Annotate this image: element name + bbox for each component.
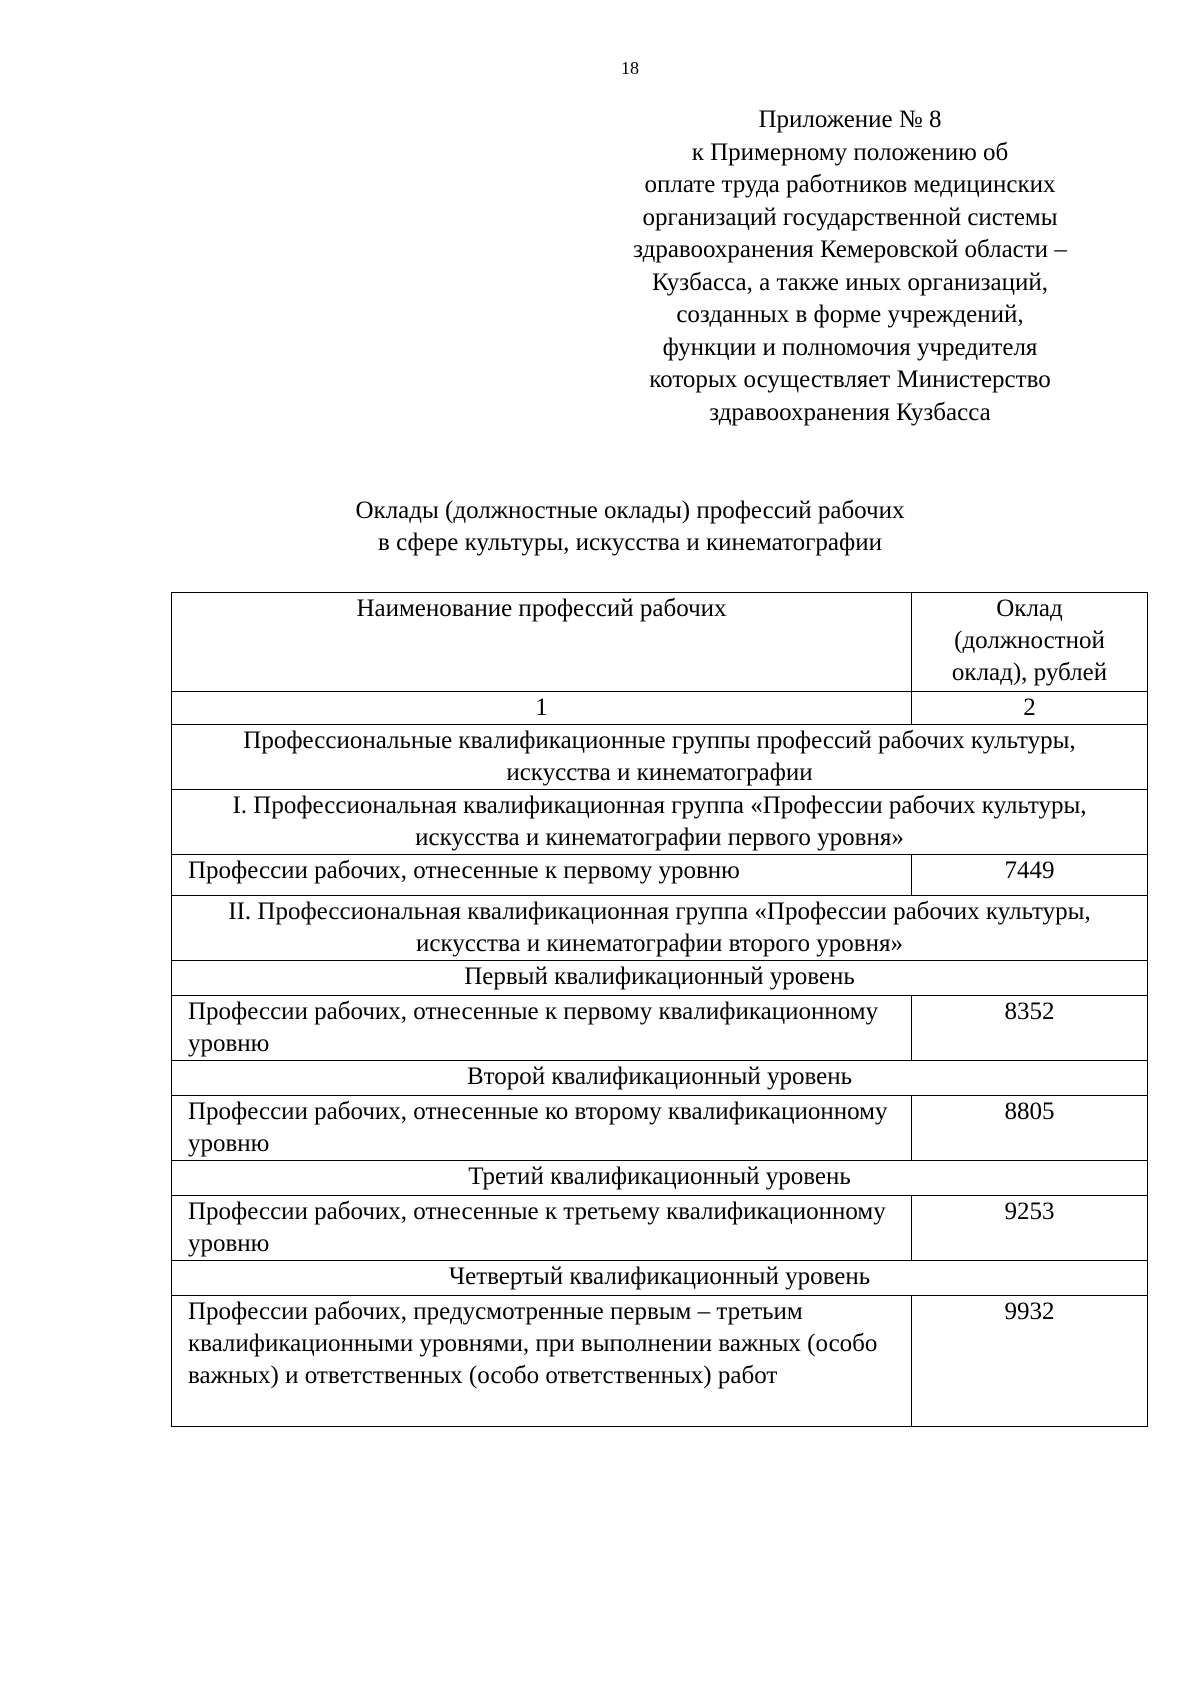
document-title bbox=[160, 495, 1100, 559]
main-group-row bbox=[172, 725, 1148, 790]
profession-name: Профессии рабочих, отнесенные ко второму квалификационному уровню bbox=[172, 1096, 912, 1161]
title-line-1: Оклады (должностные оклады) профессий рабочих bbox=[355, 497, 905, 524]
table-row bbox=[172, 1196, 1148, 1261]
appendix-line: Кузбасса, а также иных организаций, bbox=[652, 268, 1048, 296]
table-row bbox=[172, 996, 1148, 1061]
group-2-row bbox=[172, 896, 1148, 961]
level-title: Третий квалификационный уровень bbox=[172, 1161, 1148, 1196]
profession-name: Профессии рабочих, отнесенные к первому квалификационному уровню bbox=[172, 996, 912, 1061]
salary-value: 9253 bbox=[912, 1196, 1148, 1261]
level-row bbox=[172, 1261, 1148, 1296]
level-row bbox=[172, 961, 1148, 996]
header-name-cell: Наименование профессий рабочих bbox=[172, 593, 912, 692]
appendix-line: оплате труда работников медицинских bbox=[644, 171, 1056, 198]
group-1-row bbox=[172, 790, 1148, 855]
salary-table bbox=[171, 592, 1148, 1427]
main-group-cell: Профессиональные квалификационные группы профессий рабочих культуры, искусства и кинематографии bbox=[172, 725, 1148, 790]
profession-name: Профессии рабочих, отнесенные к первому уровню bbox=[172, 855, 912, 896]
appendix-line: организаций государственной системы bbox=[642, 203, 1058, 231]
level-row bbox=[172, 1061, 1148, 1096]
table-header-row bbox=[172, 593, 1148, 692]
appendix-line: здравоохранения Кемеровской области – bbox=[633, 236, 1067, 263]
appendix-header bbox=[600, 104, 1100, 429]
level-title: Первый квалификационный уровень bbox=[172, 961, 1148, 996]
level-title: Второй квалификационный уровень bbox=[172, 1061, 1148, 1096]
level-title: Четвертый квалификационный уровень bbox=[172, 1261, 1148, 1296]
salary-value: 8805 bbox=[912, 1096, 1148, 1161]
column-number-row bbox=[172, 692, 1148, 725]
table-row bbox=[172, 1096, 1148, 1161]
appendix-line: функции и полномочия учредителя bbox=[662, 333, 1038, 361]
group-1-title: I. Профессиональная квалификационная группа «Профессии рабочих культуры, искусства и кинематографии первого уровня» bbox=[172, 790, 1148, 855]
column-number-2: 2 bbox=[912, 692, 1148, 725]
appendix-line: созданных в форме учреждений, bbox=[676, 301, 1024, 328]
page-number: 18 bbox=[621, 58, 639, 78]
salary-value: 7449 bbox=[912, 855, 1148, 896]
salary-value: 8352 bbox=[912, 996, 1148, 1061]
appendix-line: здравоохранения Кузбасса bbox=[709, 398, 991, 426]
title-line-2: в сфере культуры, искусства и кинематографии bbox=[378, 529, 882, 556]
table-row bbox=[172, 1296, 1148, 1427]
column-number-1: 1 bbox=[172, 692, 912, 725]
appendix-line: которых осуществляет Министерство bbox=[649, 366, 1051, 393]
profession-name: Профессии рабочих, отнесенные к третьему квалификационному уровню bbox=[172, 1196, 912, 1261]
profession-name: Профессии рабочих, предусмотренные первым – третьим квалификационными уровнями, при выполнении важных (особо важных) и ответственных (особо ответственных) работ bbox=[172, 1296, 912, 1427]
salary-value: 9932 bbox=[912, 1296, 1148, 1427]
appendix-line: к Примерному положению об bbox=[691, 138, 1009, 166]
table-row bbox=[172, 855, 1148, 896]
level-row bbox=[172, 1161, 1148, 1196]
group-2-title: II. Профессиональная квалификационная группа «Профессии рабочих культуры, искусства и кинематографии второго уровня» bbox=[172, 896, 1148, 961]
header-salary-cell: Оклад (должностной оклад), рублей bbox=[912, 593, 1148, 692]
appendix-line: Приложение № 8 bbox=[758, 106, 942, 133]
